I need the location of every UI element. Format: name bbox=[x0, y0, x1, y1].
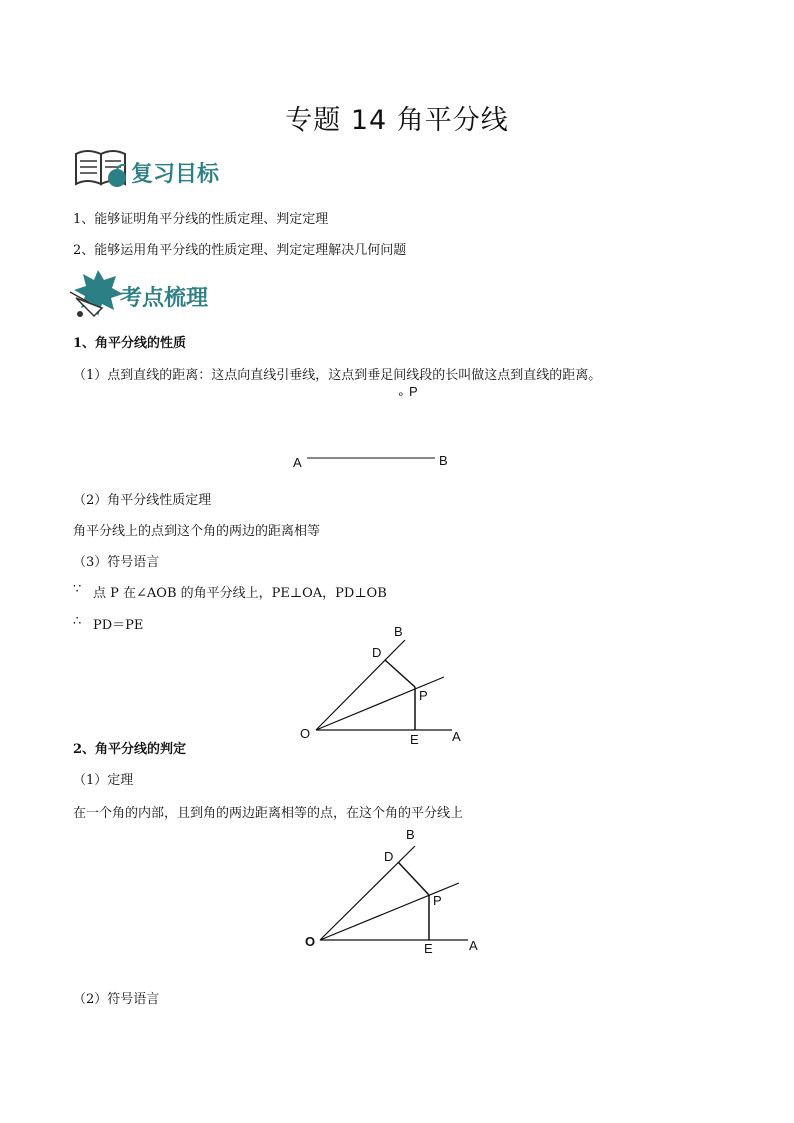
part1-item2-text: 角平分线上的点到这个角的两边的距离相等 bbox=[73, 524, 321, 539]
fig3-label-b: B bbox=[406, 827, 415, 842]
because-symbol: ∵ bbox=[73, 582, 82, 597]
therefore-text: PD＝PE bbox=[93, 618, 144, 633]
fig1-label-a: A bbox=[293, 455, 302, 470]
part1-item3: （3）符号语言 bbox=[73, 555, 160, 570]
fig3-bisector bbox=[320, 883, 459, 940]
objective-1: 1、能够证明角平分线的性质定理、判定定理 bbox=[73, 212, 329, 227]
objective-2: 2、能够运用角平分线的性质定理、判定定理解决几何问题 bbox=[73, 243, 407, 258]
part2-item2: （2）符号语言 bbox=[73, 992, 160, 1007]
fig2-label-e: E bbox=[410, 732, 419, 747]
fig3-label-p: P bbox=[433, 893, 442, 908]
fig2-label-p: P bbox=[419, 688, 428, 703]
fig2-label-o: O bbox=[300, 726, 311, 741]
fig2-label-a: A bbox=[452, 729, 461, 744]
therefore-symbol: ∴ bbox=[73, 614, 82, 629]
fig3-label-d: D bbox=[384, 849, 394, 864]
part2-item1-text: 在一个角的内部，且到角的两边距离相等的点，在这个角的平分线上 bbox=[73, 806, 464, 821]
section-heading-review: 复习目标 bbox=[131, 161, 220, 187]
fig1-label-p: P bbox=[409, 384, 418, 399]
point-marker: ∘ bbox=[397, 387, 405, 401]
fig2-label-b: B bbox=[394, 624, 403, 639]
fig3-label-a: A bbox=[469, 938, 478, 953]
part1-heading: 1、角平分线的性质 bbox=[73, 336, 187, 351]
section-heading-points: 考点梳理 bbox=[120, 285, 209, 311]
fig3-label-o: O bbox=[305, 934, 316, 949]
fig3-ray-ob bbox=[320, 846, 415, 940]
part1-item2: （2）角平分线性质定理 bbox=[73, 493, 212, 508]
fig3-label-e: E bbox=[424, 941, 433, 956]
fig1-label-b: B bbox=[439, 453, 448, 468]
fig3-segment-pd bbox=[398, 862, 429, 895]
page-title: 专题 14 角平分线 bbox=[285, 105, 509, 136]
because-text: 点 P 在∠AOB 的角平分线上，PE⊥OA，PD⊥OB bbox=[93, 586, 387, 601]
part1-item1: （1）点到直线的距离：这点向直线引垂线，这点到垂足间线段的长叫做这点到直线的距离。 bbox=[73, 368, 602, 383]
fig2-label-d: D bbox=[372, 645, 382, 660]
part2-item1: （1）定理 bbox=[73, 773, 134, 788]
part2-heading: 2、角平分线的判定 bbox=[73, 742, 187, 757]
